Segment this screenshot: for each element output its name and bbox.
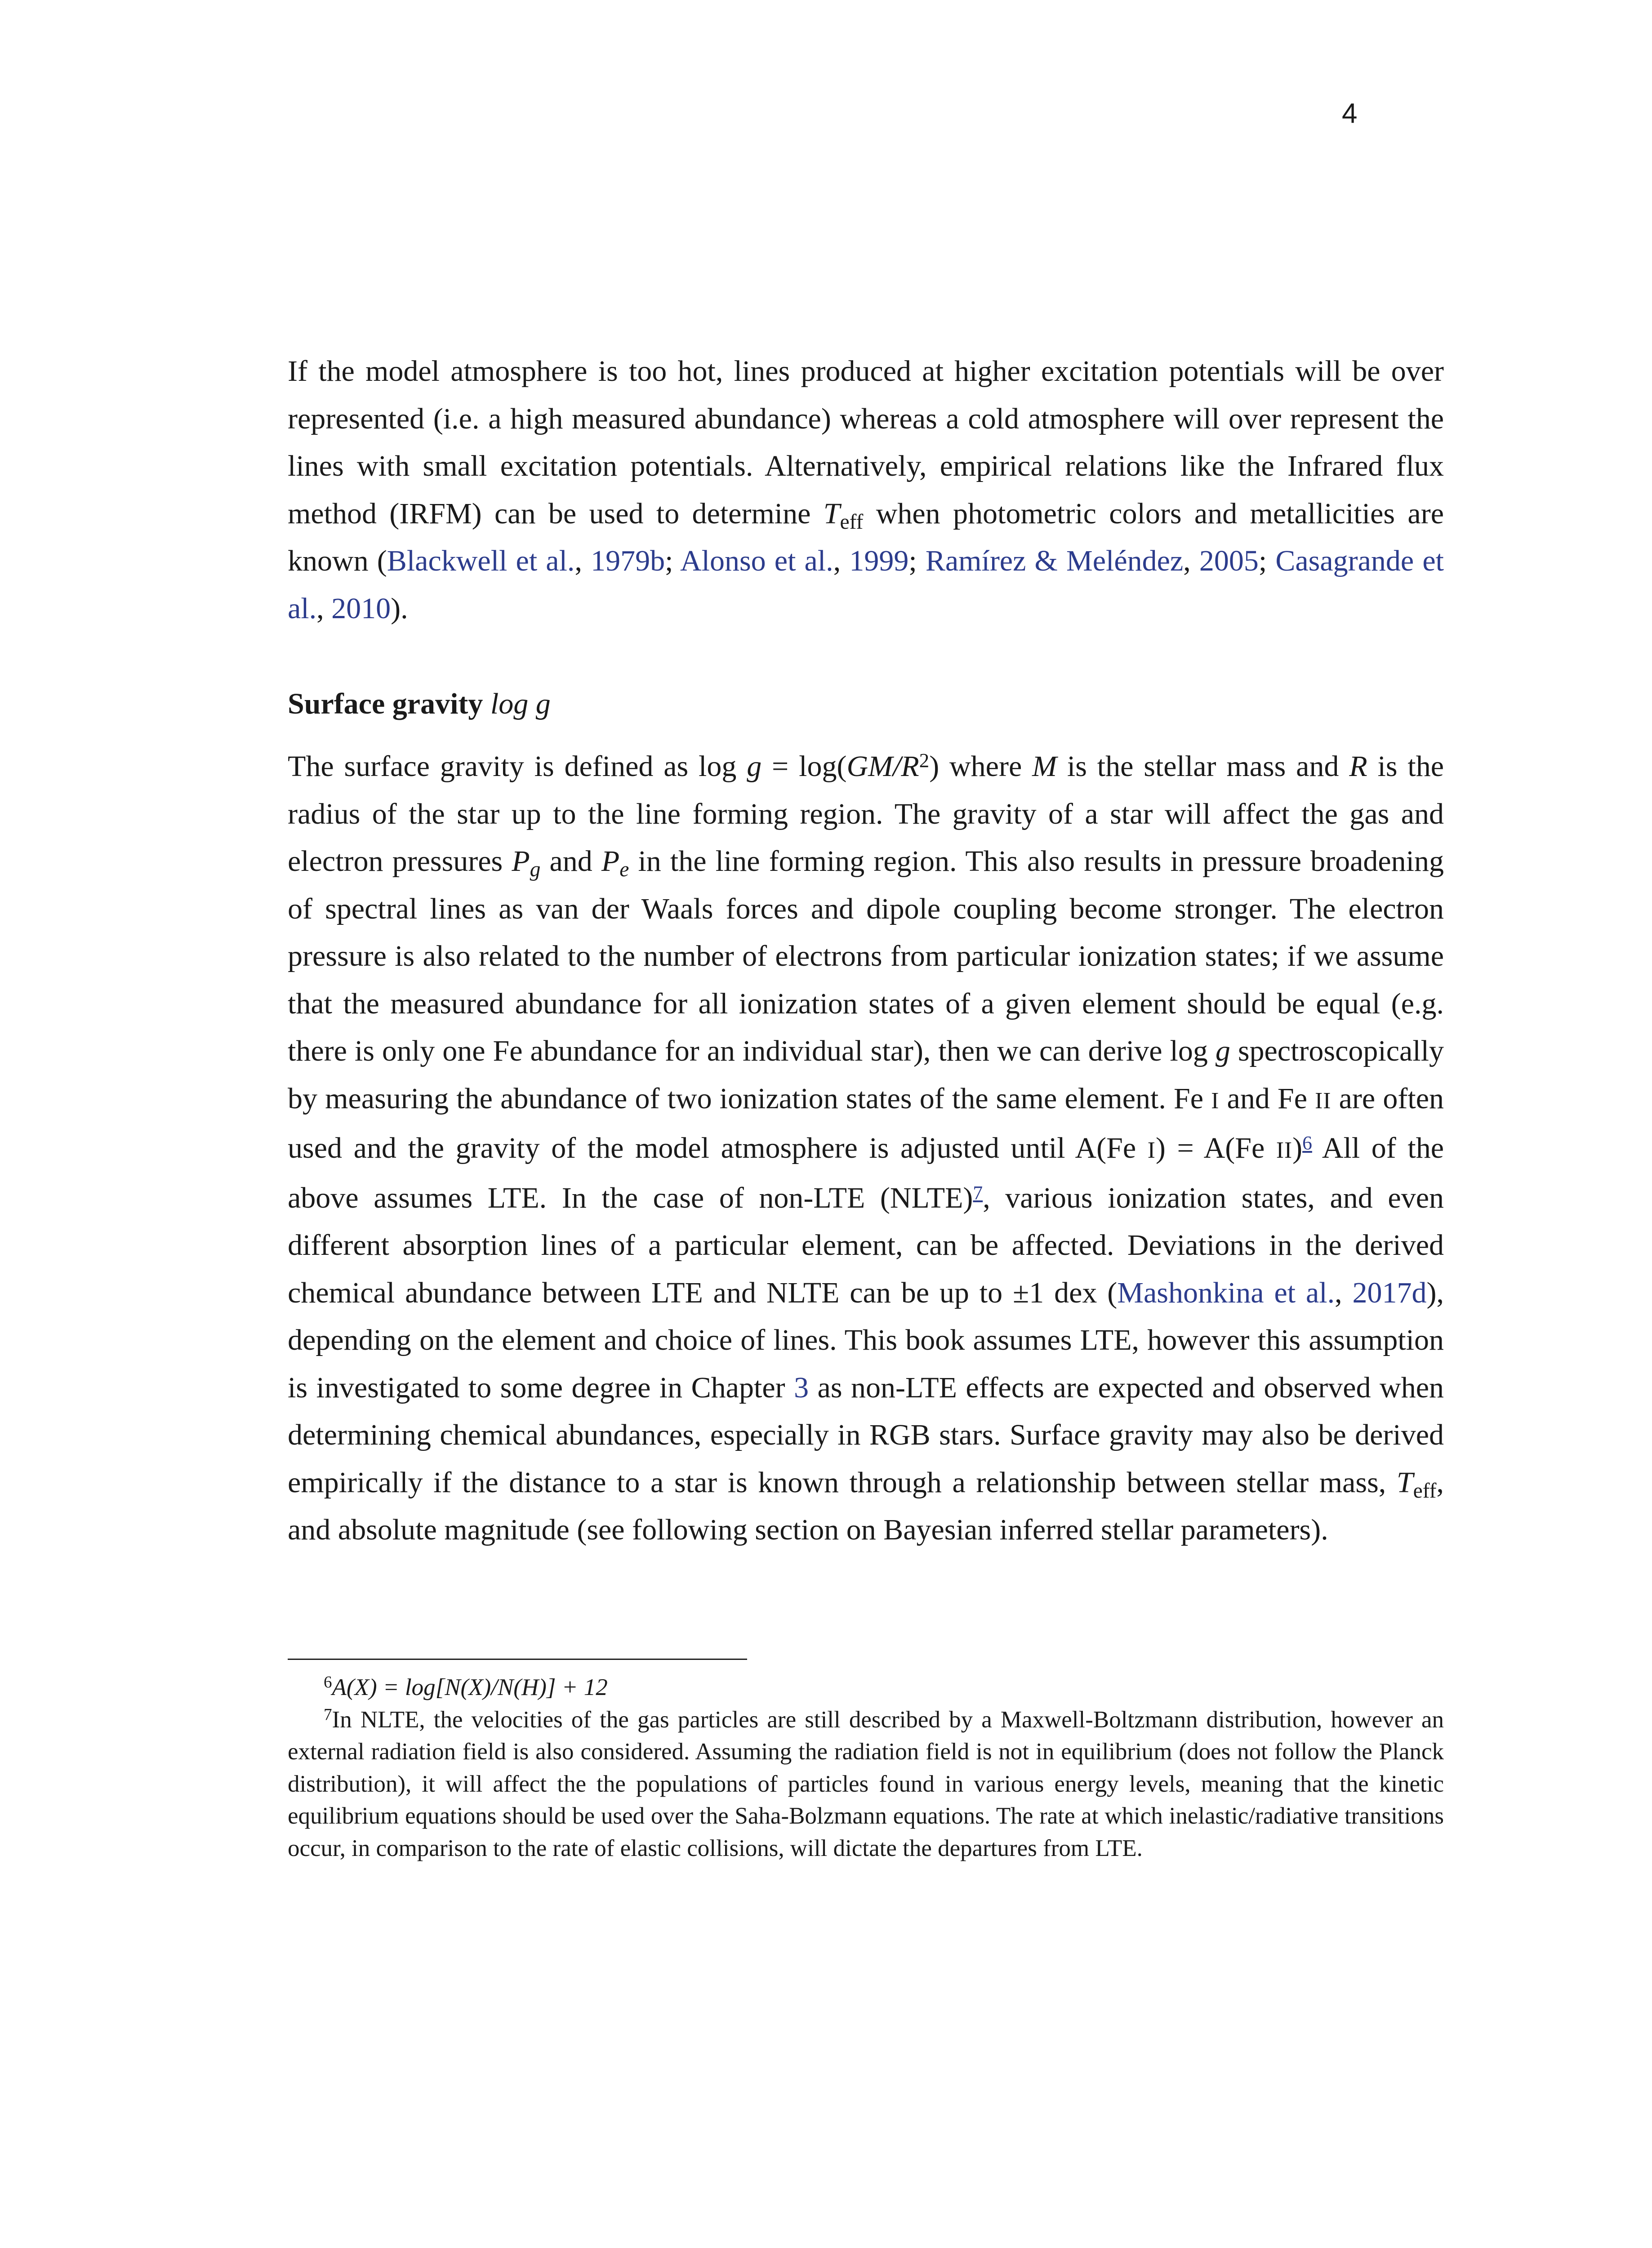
citation-link[interactable]: Casagrande et al. — [288, 544, 1444, 625]
citation-year-link[interactable]: 2010 — [331, 592, 391, 625]
paragraph-surface-gravity: The surface gravity is defined as $\log g = \log(GM/R^2)$ where M is the stellar mass and R is the radius of the star up to the line forming region. The gravity of a star will affect the gas and electron pressures $P_g$ and $P_e$ in the line forming region. This also results in pressure broadening of spectral lines as van der Waals forces and dipole coupling become stronger. The electron pressure is also related to the number of electrons from particular ionization states; if we assume that the measured abundance for all ionization states of a given element should be equal (e.g. there is only one Fe abundance for an individual star), then we can derive log g spectroscopically by measuring the abundance of two ionization states of the same element. Fe I and Fe II are often used and the gravity of the model atmosphere is adjusted until A(Fe I) = A(Fe II)$^6$ All of the above assumes LTE. In the case of non-LTE (NLTE)$^7$, various ionization states, and even different absorption lines of a particular element, can be affected. Deviations in the derived chemical abundance between LTE and NLTE can be up to ±1 dex (Mashonkina et al., 2017d), depending on the element and choice of lines. This book assumes LTE, however this assumption is investigated to some degree in Chapter 3 as non-LTE effects are expected and observed when determining chemical abundances, especially in RGB stars. Surface gravity may also be derived empirically if the distance to a star is known through a relationship between stellar mass, $T_{eff}$, and absolute magnitude (see following section on Bayesian inferred stellar parameters). — [288, 749, 1444, 1546]
footnote-7 — [288, 1704, 1444, 1865]
citation-link[interactable]: Mashonkina et al. — [1117, 1276, 1335, 1309]
para2-text: , and absolute magnitude (see following section on Bayesian inferred stellar parameters). — [288, 1466, 1444, 1546]
para2-text: The surface gravity is defined as log — [288, 750, 747, 783]
citation-link[interactable]: Alonso et al. — [680, 544, 833, 577]
math-symbol: GM/R — [846, 750, 919, 783]
math-subscript: g — [530, 857, 541, 881]
math-symbol: g — [1215, 1035, 1230, 1067]
teff-subscript: eff — [840, 510, 864, 534]
para2-text: is the radius of the star up to the line forming region. The gravity of a star will affect the gas and electron pressures — [288, 750, 1444, 878]
math-symbol: T — [1396, 1466, 1413, 1499]
footnote-text: A(X) = log[N(X)/N(H)] + 12 — [332, 1674, 608, 1700]
math-subscript: e — [619, 857, 629, 881]
para2-text: is the stellar mass and — [1057, 750, 1349, 783]
paragraph-teff: If the model atmosphere is too hot, lines produced at higher excitation potentials will be over represented (i.e. a high measured abundance) whereas a cold atmosphere will over represent the lines with small excitation potentials. Alternatively, empirical relations like the Infrared flux method (IRFM) can be used to determine $T_{eff}$ when photometric colors and metallicities are known (Blackwell et al., 1979b; Alonso et al., 1999; Ramírez & Meléndez, 2005; Casagrande et al., 2010). — [288, 355, 1444, 625]
math-symbol: R — [1349, 750, 1367, 783]
section-heading — [288, 680, 551, 727]
citation-year-link[interactable]: 2017d — [1352, 1276, 1427, 1309]
para1-text: If the model atmosphere is too hot, lines produced at higher excitation potentials will be over represented (i.e. a high measured abundance) whereas a cold atmosphere will over represent the lines with small excitation potentials. Alternatively, empirical relations like the Infrared flux method (IRFM) can be used to determine — [288, 355, 1444, 530]
para2-text: as non-LTE effects are expected and observed when determining chemical abundances, especially in RGB stars. Surface gravity may also be derived empirically if the distance to a star is known through a relationship between stellar mass, — [288, 1371, 1444, 1499]
teff-symbol: T — [823, 497, 840, 530]
math-symbol: g — [747, 750, 762, 783]
math-symbol: P — [601, 845, 620, 878]
math-symbol: M — [1032, 750, 1057, 783]
para2-text: ) where — [929, 750, 1033, 783]
citation-link[interactable]: Ramírez & Meléndez — [925, 544, 1184, 577]
footnote-number: 7 — [324, 1705, 332, 1724]
footnotes — [288, 1672, 1444, 1864]
para1-text: ). — [391, 592, 408, 625]
page-number: 4 — [1342, 98, 1358, 129]
footnote-6 — [288, 1672, 1444, 1704]
citation-year-link[interactable]: 1999 — [849, 544, 909, 577]
footnote-number: 6 — [324, 1673, 332, 1692]
para2-text: in the line forming region. This also results in pressure broadening of spectral lines as van der Waals forces and dipole coupling become stronger. The electron pressure is also related to the number of electrons from particular ionization states; if we assume that the measured abundance for all ionization states of a given element should be equal (e.g. there is only one Fe abundance for an individual star), then we can derive log — [288, 845, 1444, 1067]
para2-text: are often used and the gravity of the model atmosphere is adjusted until A(Fe — [288, 1082, 1444, 1164]
para2-text: and — [540, 845, 601, 878]
para2-text: spectroscopically by measuring the abundance of two ionization states of the same element. Fe — [288, 1035, 1444, 1115]
para2-text: ) = A(Fe — [1155, 1132, 1276, 1164]
footnote-7-link[interactable]: 7 — [973, 1182, 983, 1204]
citation-link[interactable]: Blackwell et al. — [387, 544, 575, 577]
para2-text: All of the above assumes LTE. In the case of non-LTE (NLTE) — [288, 1132, 1444, 1214]
section-heading-math: log g — [490, 687, 551, 720]
math-subscript: eff — [1413, 1479, 1437, 1503]
para2-text: and Fe — [1219, 1082, 1315, 1115]
citation-year-link[interactable]: 2005 — [1199, 544, 1259, 577]
chapter-reference-link[interactable]: 3 — [794, 1371, 809, 1404]
ionization-numeral: I — [1211, 1088, 1220, 1114]
ionization-numeral: II — [1315, 1088, 1331, 1114]
para1-text: when photometric colors and metallicities are known ( — [288, 497, 1444, 577]
section-heading-title: Surface gravity — [288, 687, 483, 720]
citation-year-link[interactable]: 1979b — [591, 544, 665, 577]
footnote-6-link[interactable]: 6 — [1302, 1132, 1312, 1154]
ionization-numeral: II — [1276, 1137, 1293, 1163]
para2-text: ) — [1292, 1132, 1303, 1164]
math-symbol: P — [512, 845, 530, 878]
para2-text: ), depending on the element and choice of lines. This book assumes LTE, however this assumption is investigated to some degree in Chapter — [288, 1276, 1444, 1404]
para2-text: = log( — [761, 750, 847, 783]
ionization-numeral: I — [1147, 1137, 1156, 1163]
footnote-divider — [288, 1659, 747, 1660]
para2-text: , various ionization states, and even different absorption lines of a particular element, can be affected. Deviations in the derived chemical abundance between LTE and NLTE can be up to ±1 dex ( — [288, 1181, 1444, 1309]
math-superscript: 2 — [919, 749, 930, 772]
footnote-text: In NLTE, the velocities of the gas particles are still described by a Maxwell-Boltzmann distribution, however an external radiation field is also considered. Assuming the radiation field is not in equilibrium (does not follow the Planck distribution), it will affect the the populations of particles found in various energy levels, meaning that the kinetic equilibrium equations should be used over the Saha-Bolzmann equations. The rate at which inelastic/radiative transitions occur, in comparison to the rate of elastic collisions, will dictate the departures from LTE. — [288, 1706, 1444, 1861]
